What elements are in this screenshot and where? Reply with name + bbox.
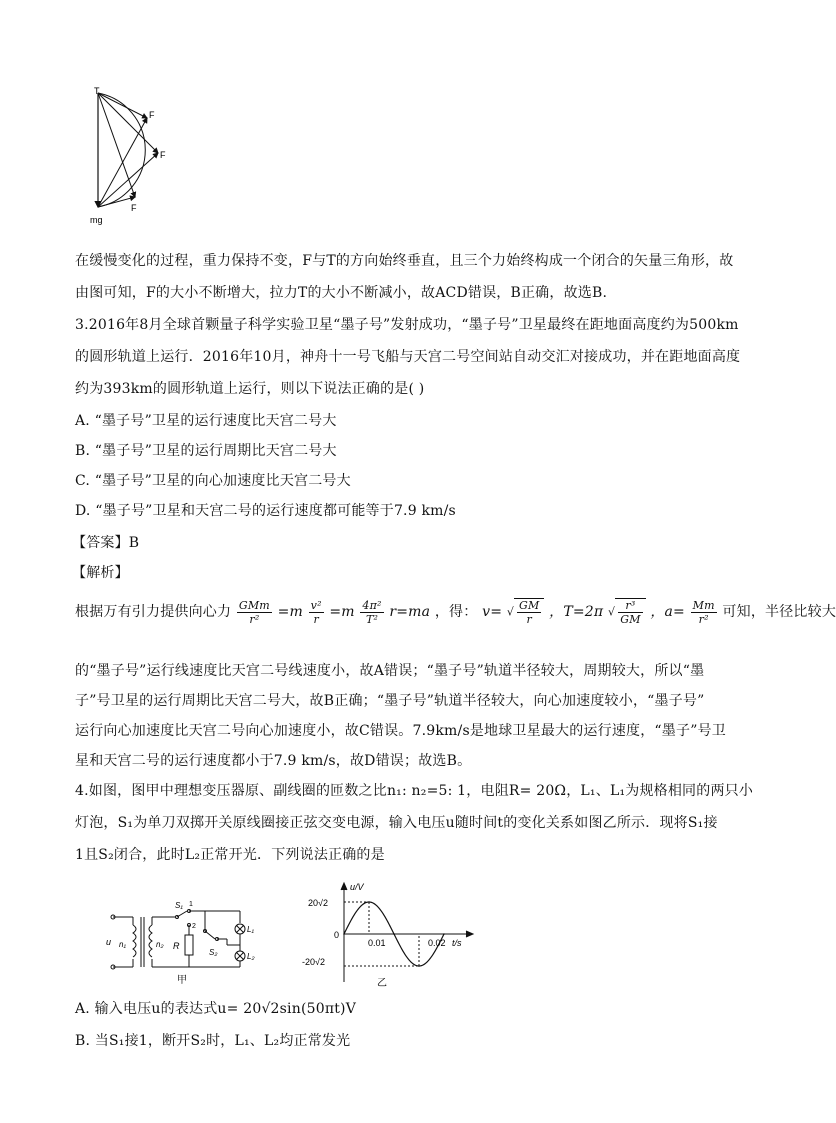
graph-origin: 0 — [334, 930, 340, 940]
q4-stem-line3: 1且S₂闭合，此时L₂正常开光．下列说法正确的是 — [75, 847, 385, 863]
circuit-label-n1: n₁ — [119, 940, 126, 949]
analysis1-line2: 由图可知，F的大小不断增大，拉力T的大小不断减小，故ACD错误，B正确，故选B. — [75, 285, 608, 301]
sqrt-gm-r: √ $\frac{GM}{r}$ — [507, 598, 545, 626]
graph-xtick1: 0.01 — [368, 938, 386, 948]
q3-formula-line: 根据万有引力提供向心力 $\frac{\text{GMm}}{\text{r²}}$ =m $\frac{\text{v²}}{r}$ =m $\frac{\text{4π²}}{\text{T²}}$ r=ma ，得： v= √ $\frac{GM}{r}$ ，T=2π √ $\frac{\text{r³}}{GM}$ ，a= $\frac{Mm}{\text{r²}}$ 可知，半径比较大 — [75, 598, 836, 626]
q3-option-c: C. “墨子号”卫星的向心加速度比天宫二号大 — [75, 473, 351, 489]
semicircle-arc — [98, 93, 145, 207]
formula-mid: ，得： — [434, 604, 478, 620]
label-F-bottom: F — [131, 203, 137, 213]
label-F-mid: F — [160, 150, 166, 160]
circuit-label-R: R — [173, 941, 180, 951]
label-mg: mg — [90, 215, 103, 225]
q3-explanation-line1: 的“墨子号”运行线速度比天宫二号线速度小，故A错误；“墨子号”轨道半径较大，周期较大，所以“墨 — [75, 663, 705, 679]
q3-explanation-line2: 子”号卫星的运行周期比天宫二号大，故B正确；“墨子号”轨道半径较大，向心加速度较小，“墨子号” — [75, 693, 705, 709]
voltage-data-point — [418, 965, 420, 967]
q3-stem-line3: 约为393km的圆形轨道上运行，则以下说法正确的是( ) — [75, 381, 425, 397]
graph-ytick-bottom: -20√2 — [302, 957, 325, 967]
q3-answer: 【答案】B — [72, 535, 140, 551]
circuit-label-L1: L₁ — [247, 925, 254, 934]
q3-explanation-line3: 运行向心加速度比天宫二号向心加速度小，故C错误。7.9km/s是地球卫星最大的运行速度，“墨子”号卫 — [75, 723, 726, 739]
q3-option-d: D. “墨子号”卫星和天宫二号的运行速度都可能等于7.9 km/s — [75, 503, 456, 519]
graph-xlabel: t/s — [452, 938, 462, 948]
voltage-data-point — [343, 933, 345, 935]
graph-caption: 乙 — [377, 978, 387, 989]
q3-stem-line1: 3.2016年8月全球首颗量子科学实验卫星“墨子号”发射成功，“墨子号”卫星最终在距地面高度约为500km — [75, 317, 739, 333]
q3-stem-line2: 的圆形轨道上运行．2016年10月，神舟十一号飞船与天宫二号空间站自动交汇对接成功，并在距地面高度 — [75, 349, 741, 365]
q4-stem-line1: 4.如图，图甲中理想变压器原、副线圈的匝数之比n₁: n₂=5: 1，电阻R= 20Ω，L₁、L₁为规格相同的两只小 — [75, 783, 754, 799]
graph-xtick2: 0.02 — [428, 938, 446, 948]
frac-gmm-r2: $\frac{\text{GMm}}{\text{r²}}$ — [238, 598, 270, 626]
force-arrow — [98, 93, 158, 153]
frac-4pi2-t2: $\frac{\text{4π²}}{\text{T²}}$ — [362, 598, 382, 626]
frac-v2-r: $\frac{\text{v²}}{r}$ — [310, 598, 322, 626]
voltage-data-point — [393, 933, 395, 935]
q4-option-b: B. 当S₁接1，断开S₂时，L₁、L₂均正常发光 — [75, 1033, 351, 1049]
sqrt-r3-gm: √ $\frac{\text{r³}}{GM}$ — [608, 598, 646, 626]
voltage-graph — [300, 878, 480, 988]
voltage-data-point — [443, 933, 445, 935]
graph-ytick-top: 20√2 — [308, 898, 328, 908]
circuit-label-S2: S₂ — [209, 948, 218, 957]
q3-option-a: A. “墨子号”卫星的运行速度比天宫二号大 — [75, 413, 337, 429]
label-T: T — [94, 86, 100, 96]
analysis1-line1: 在缓慢变化的过程，重力保持不变，F与T的方向始终垂直，且三个力始终构成一个闭合的矢量三角形，故 — [75, 253, 734, 269]
circuit-label-u: u — [106, 937, 112, 947]
q4-stem-line2: 灯泡，S₁为单刀双掷开关原线圈接正弦交变电源，输入电压u随时间t的变化关系如图乙所示．现将S₁接 — [75, 815, 718, 831]
circuit-label-S1: S₁ — [175, 901, 183, 910]
circuit-caption: 甲 — [177, 975, 187, 986]
circuit-label-L2: L₂ — [247, 952, 255, 961]
circuit-label-pos1: 1 — [189, 901, 193, 908]
graph-ylabel: u/V — [350, 882, 364, 892]
circuit-label-pos2: 2 — [192, 923, 196, 930]
force-arrow — [98, 118, 147, 207]
force-diagram — [85, 85, 175, 230]
q3-option-b: B. “墨子号”卫星的运行周期比天宫二号大 — [75, 443, 337, 459]
formula-prefix: 根据万有引力提供向心力 — [75, 604, 232, 620]
q3-analysis-label: 【解析】 — [72, 565, 129, 581]
formula-suffix: 可知，半径比较大 — [722, 604, 836, 620]
q3-explanation-line4: 星和天宫二号的运行速度都小于7.9 km/s，故D错误；故选B。 — [75, 753, 472, 769]
voltage-data-point — [368, 901, 370, 903]
q4-option-a: A. 输入电压u的表达式u= 20√2sin(50πt)V — [75, 1001, 357, 1017]
circuit-diagram — [105, 895, 270, 987]
frac-mm-r2: $\frac{Mm}{\text{r²}}$ — [692, 598, 715, 626]
label-F-top: F — [149, 110, 155, 120]
circuit-label-n2: n₂ — [156, 940, 164, 949]
